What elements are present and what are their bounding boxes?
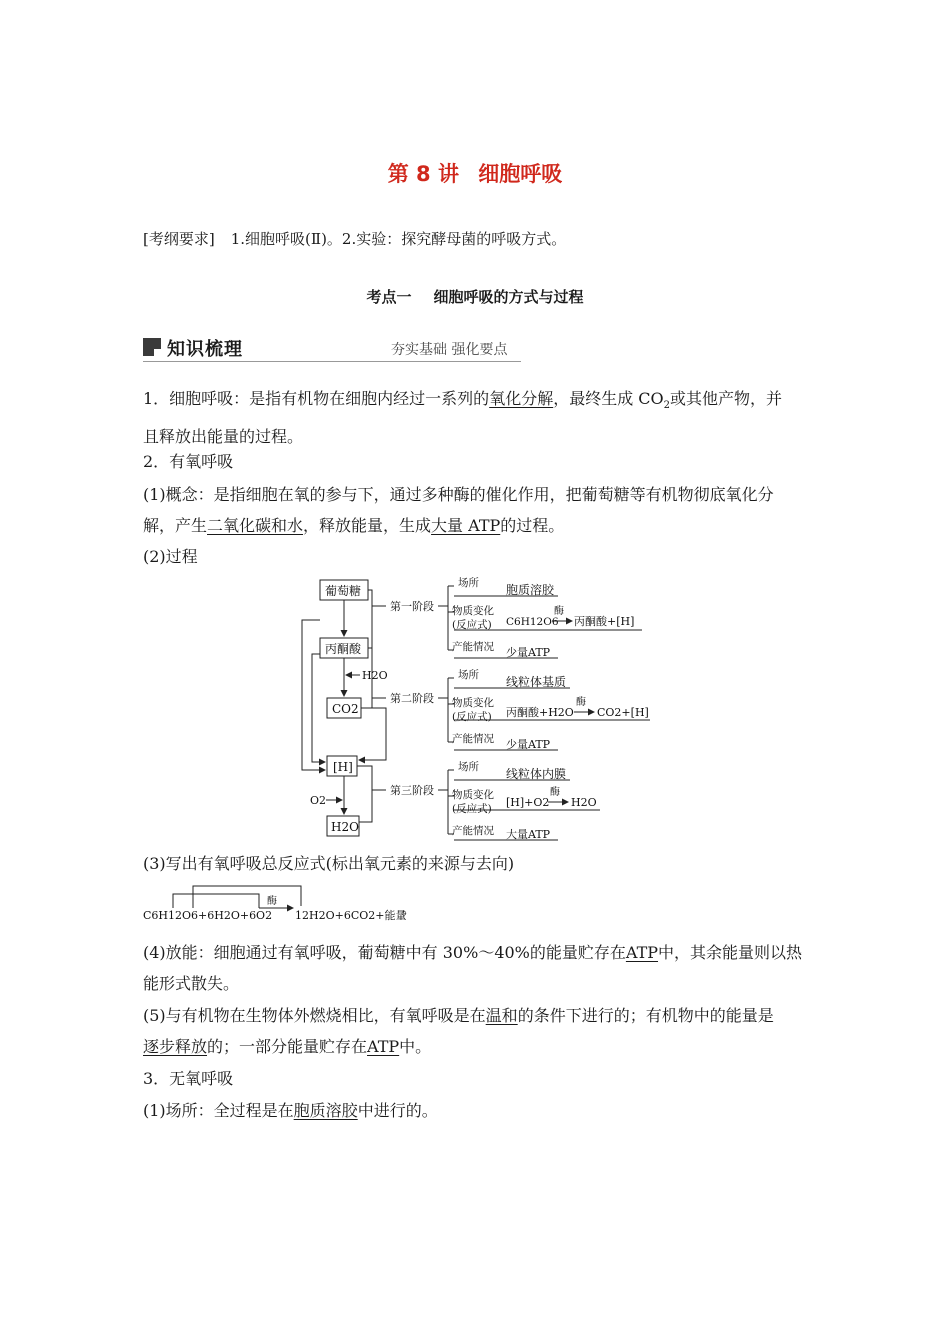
s3-matter-key: 物质变化 [452, 789, 494, 801]
paragraph-process: (2)过程 [143, 547, 198, 566]
p1-underline: 氧化分解 [489, 389, 554, 408]
square-icon [143, 338, 161, 356]
concept-underline-2: 大量 ATP [431, 516, 501, 535]
heading-aerobic: 2．有氧呼吸 [143, 452, 234, 471]
compare-text-b: 的条件下进行的；有机物中的能量是 [517, 1006, 774, 1025]
paragraph-equation-intro: (3)写出有氧呼吸总反应式(标出氧元素的来源与去向) [143, 854, 515, 873]
anaerobic-text-b: 中进行的。 [357, 1101, 438, 1120]
banner-title: 知识梳理 [167, 339, 243, 360]
s1-enzyme: 酶 [554, 606, 564, 617]
anaerobic-text-a: (1)场所：全过程是在 [143, 1101, 294, 1120]
h-label: [H] [333, 760, 353, 774]
compare-underline-3: ATP [367, 1037, 400, 1056]
compare-text-c: 的；一部分能量贮存在 [207, 1037, 368, 1056]
s3-place-key: 场所 [458, 761, 479, 773]
energy-text-c: 能形式散失。 [143, 974, 240, 993]
p1-text-c: 或其他产物，并 [670, 389, 783, 408]
h2o-label: H2O [331, 820, 359, 834]
concept-text-b: 解，产生 [143, 516, 208, 535]
o2-input-label: O2 [310, 794, 327, 807]
stage1-label: 第一阶段 [390, 600, 434, 613]
requirements-text: 1.细胞呼吸(Ⅱ)。2.实验：探究酵母菌的呼吸方式。 [230, 230, 567, 248]
banner-subtitle: 夯实基础 强化要点 [391, 342, 508, 358]
compare-underline-2: 逐步释放 [143, 1037, 208, 1056]
exam-requirements [143, 228, 566, 249]
concept-text-c: ，释放能量，生成 [303, 516, 432, 535]
title-text: 细胞呼吸 [478, 162, 563, 186]
s3-energy-value: 大量ATP [506, 828, 551, 841]
s2-place-value: 线粒体基质 [506, 675, 567, 689]
s2-react-right: CO2+[H] [597, 706, 649, 719]
h2o-input-label: H2O [362, 669, 388, 682]
s1-place-value: 胞质溶胶 [506, 583, 555, 597]
paragraph-energy [143, 937, 811, 999]
section-heading [0, 286, 950, 307]
section-title: 细胞呼吸的方式与过程 [433, 288, 584, 306]
concept-text-d: 的过程。 [500, 516, 565, 535]
s2-energy-value: 少量ATP [506, 738, 551, 751]
paragraph-anaerobic-place [143, 1095, 811, 1126]
section-number: 考点一 [366, 288, 412, 306]
heading-anaerobic: 3．无氧呼吸 [143, 1069, 234, 1088]
s1-reaction-key: (反应式) [452, 619, 492, 631]
energy-text-b: 中，其余能量则以热 [658, 943, 803, 962]
requirements-label: [考纲要求] [143, 230, 215, 248]
s3-enzyme: 酶 [550, 787, 560, 798]
page-title [0, 158, 950, 188]
stage2-label: 第二阶段 [390, 692, 434, 705]
s3-place-value: 线粒体内膜 [506, 767, 567, 781]
s2-reaction-key: (反应式) [452, 711, 492, 723]
s2-react-left: 丙酮酸+H2O [506, 706, 574, 719]
paragraph-compare [143, 1000, 811, 1062]
anaerobic-underline: 胞质溶胶 [293, 1101, 358, 1120]
overall-equation [143, 882, 443, 927]
p1-text-a: 1．细胞呼吸：是指有机物在细胞内经过一系列的 [143, 389, 490, 408]
s3-react-left: [H]+O2 [506, 796, 550, 809]
glucose-label: 葡萄糖 [325, 584, 362, 598]
s1-matter-key: 物质变化 [452, 605, 494, 617]
s1-place-key: 场所 [458, 577, 479, 589]
concept-line1: (1)概念：是指细胞在氧的参与下，通过多种酶的催化作用，把葡萄糖等有机物彻底氧化分 [143, 485, 774, 504]
equation-end: 。 [401, 899, 418, 918]
title-number: 第 8 讲 [387, 162, 459, 186]
equation-left: C6H12O6+6H2O+6O2 [143, 909, 273, 922]
s1-react-left: C6H12O6 [506, 616, 559, 628]
p1-subscript: 2 [663, 400, 671, 412]
concept-underline-1: 二氧化碳和水 [207, 516, 304, 535]
energy-text-a: (4)放能：细胞通过有氧呼吸，葡萄糖中有 30%～40%的能量贮存在 [143, 943, 626, 962]
s1-react-right: 丙酮酸+[H] [574, 615, 635, 628]
paragraph-1 [143, 383, 811, 452]
banner-divider [143, 361, 521, 362]
compare-text-d: 中。 [399, 1037, 432, 1056]
pyruvate-label: 丙酮酸 [325, 642, 362, 656]
compare-text-a: (5)与有机物在生物体外燃烧相比，有氧呼吸是在 [143, 1006, 486, 1025]
s3-energy-key: 产能情况 [452, 825, 494, 837]
s2-place-key: 场所 [458, 669, 479, 681]
aerobic-process-diagram [290, 574, 670, 844]
s2-enzyme: 酶 [576, 697, 586, 708]
p1-line2: 且释放出能量的过程。 [143, 427, 304, 447]
co2-label: CO2 [332, 702, 359, 716]
s2-energy-key: 产能情况 [452, 733, 494, 745]
energy-underline: ATP [625, 943, 659, 962]
paragraph-concept [143, 479, 811, 541]
p1-text-b: ，最终生成 CO [553, 389, 664, 408]
s2-matter-key: 物质变化 [452, 697, 494, 709]
knowledge-banner [143, 333, 523, 363]
equation-right: 12H2O+6CO2+能量 [295, 909, 407, 922]
equation-enzyme: 酶 [267, 896, 277, 907]
s1-energy-key: 产能情况 [452, 641, 494, 653]
s1-energy-value: 少量ATP [506, 646, 551, 659]
compare-underline-1: 温和 [485, 1006, 518, 1025]
s3-react-right: H2O [571, 796, 597, 809]
s3-reaction-key: (反应式) [452, 803, 492, 815]
stage3-label: 第三阶段 [390, 784, 434, 797]
